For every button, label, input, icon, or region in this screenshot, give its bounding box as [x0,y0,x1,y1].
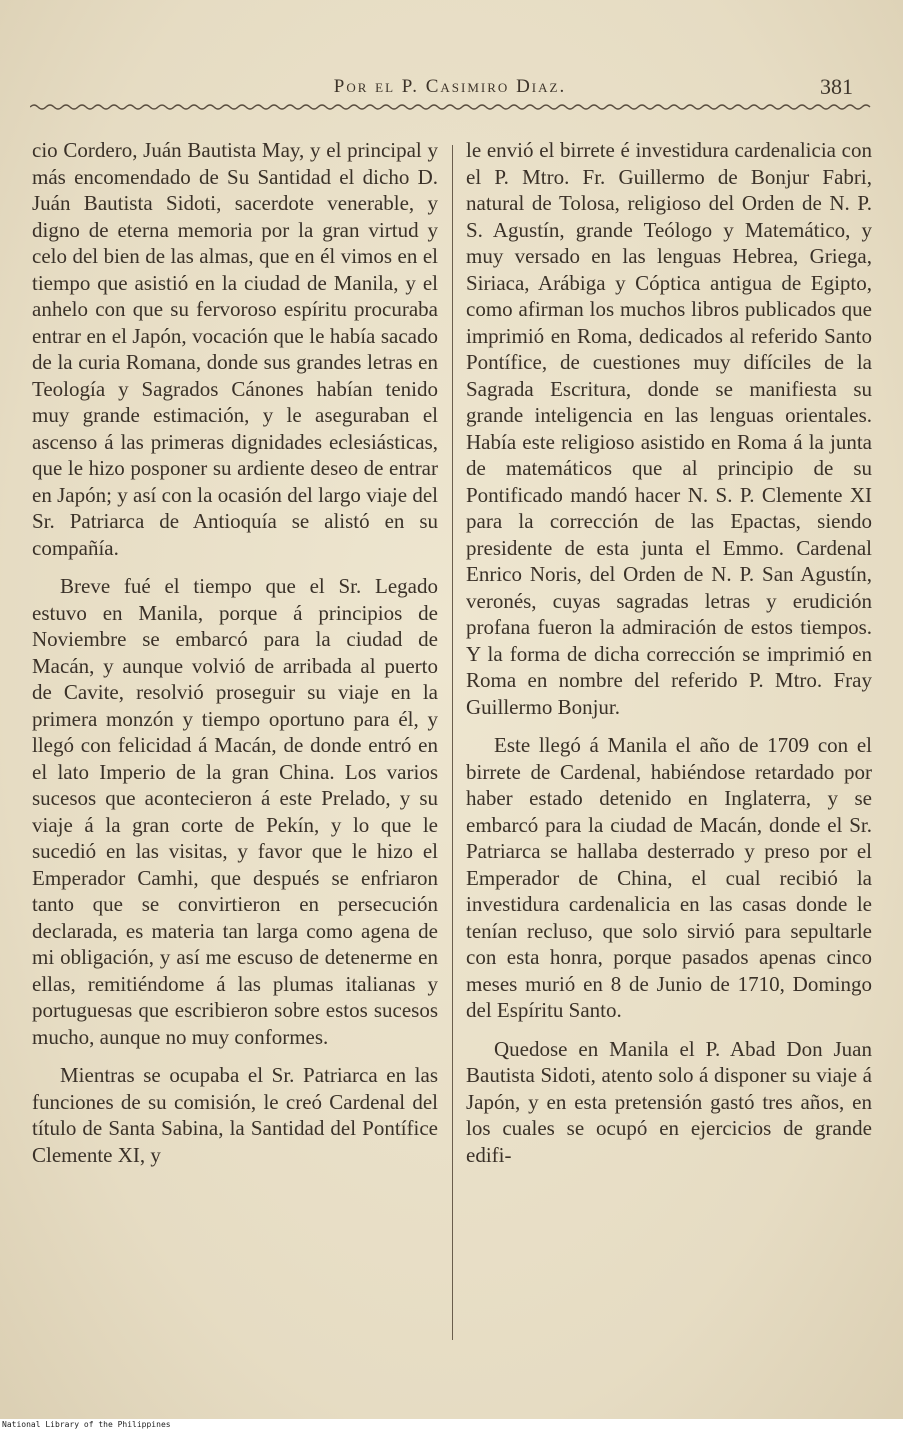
left-paragraph-2: Breve fué el tiempo que el Sr. Legado estuvo en Manila, porque á principios de Noviembre se embarcó para la ciudad de Macán, y aunque volvió de arribada al puerto de Cavite, resolvió proseguir su viaje en la primera monzón y tiempo oportuno para él, y llegó con felicidad á Macán, de donde entró en el lato Imperio de la gran China. Los varios sucesos que acontecieron á este Prelado, y su viaje á la gran corte de Pekín, y lo que le sucedió en las visitas, y favor que le hizo el Emperador Camhi, que después se enfriaron tanto que se convirtieron en persecución declarada, es materia tan larga como agena de mi obligación, y así me escuso de detenerme en ellas, remitiéndome á las plumas italianas y portuguesas que escribieron sobre estos sucesos mucho, aunque no muy conformes. [32,574,438,1049]
running-header: Por el P. Casimiro Diaz. [333,76,567,97]
footer-bar [0,1419,903,1433]
right-paragraph-3: Quedose en Manila el P. Abad Don Juan Bautista Sidoti, atento solo á disponer su viaje á Japón, y en esta pretensión gastó tres años, en los cuales se ocupó en ejercicios de grande edifi- [466,1036,872,1167]
page-number: 381 [820,74,853,99]
left-column [32,137,438,1168]
library-watermark: National Library of the Philippines [2,1420,171,1429]
right-paragraph-1: le envió el birrete é investidura cardenalicia con el P. Mtro. Fr. Guillermo de Bonjur Fabri, natural de Tolosa, religioso del Orden de N. P. S. Agustín, grande Teólogo y Matemático, y muy versado en las lenguas Hebrea, Griega, Siriaca, Arábiga y Cóptica antigua de Egipto, como afirman los muchos libros publicados que imprimió en Roma, dedicados al referido Santo Pontífice, de cuestiones muy difíciles de la Sagrada Escritura, donde se manifiesta su grande inteligencia en las lenguas orientales. Había este religioso asistido en Roma á la junta de matemáticos que al principio de su Pontificado mandó hacer N. S. P. Clemente XI para la corrección de las Epactas, siendo presidente de esta junta el Emmo. Cardenal Enrico Noris, del Orden de N. P. San Agustín, veronés, cuyas sagradas letras y erudición profana fueron la admiración de estos tiempos. Y la forma de dicha corrección se imprimió en Roma en nombre del referido P. Mtro. Fray Guillermo Bonjur. [466,138,872,719]
left-paragraph-3: Mientras se ocupaba el Sr. Patriarca en las funciones de su comisión, le creó Cardenal del título de Santa Sabina, la Santidad del Pontífice Clemente XI, y [32,1063,438,1167]
right-paragraph-2: Este llegó á Manila el año de 1709 con el birrete de Cardenal, habiéndose retardado por haber estado detenido en Inglaterra, y se embarcó para la ciudad de Macán, donde el Sr. Patriarca se hallaba desterrado y preso por el Emperador de China, el cual recibió la investidura cardenalicia en las casas donde le tenían recluso, que solo sirvió para sepultarle con esta honra, porque pasados apenas cinco meses murió en 8 de Junio de 1710, Domingo del Espíritu Santo. [466,733,872,1022]
left-paragraph-1: cio Cordero, Juán Bautista May, y el principal y más encomendado de Su Santidad el dicho D. Juán Bautista Sidoti, sacerdote venerable, y digno de eterna memoria por la gran virtud y celo del bien de las almas, que en él vimos en el tiempo que asistió en la ciudad de Manila, y el anhelo con que su fervoroso espíritu procuraba entrar en el Japón, vocación que le había sacado de la curia Romana, donde sus grandes letras en Teología y Sagrados Cánones habían tenido muy grande estimación, y le aseguraban el ascenso á las primeras dignidades eclesiásticas, que le hizo posponer su ardiente deseo de entrar en Japón; y así con la ocasión del largo viaje del Sr. Patriarca de Antioquía se alistó en su compañía. [32,138,438,560]
ornamental-rule [30,102,875,112]
right-column [466,137,872,1168]
column-divider [452,145,453,1340]
